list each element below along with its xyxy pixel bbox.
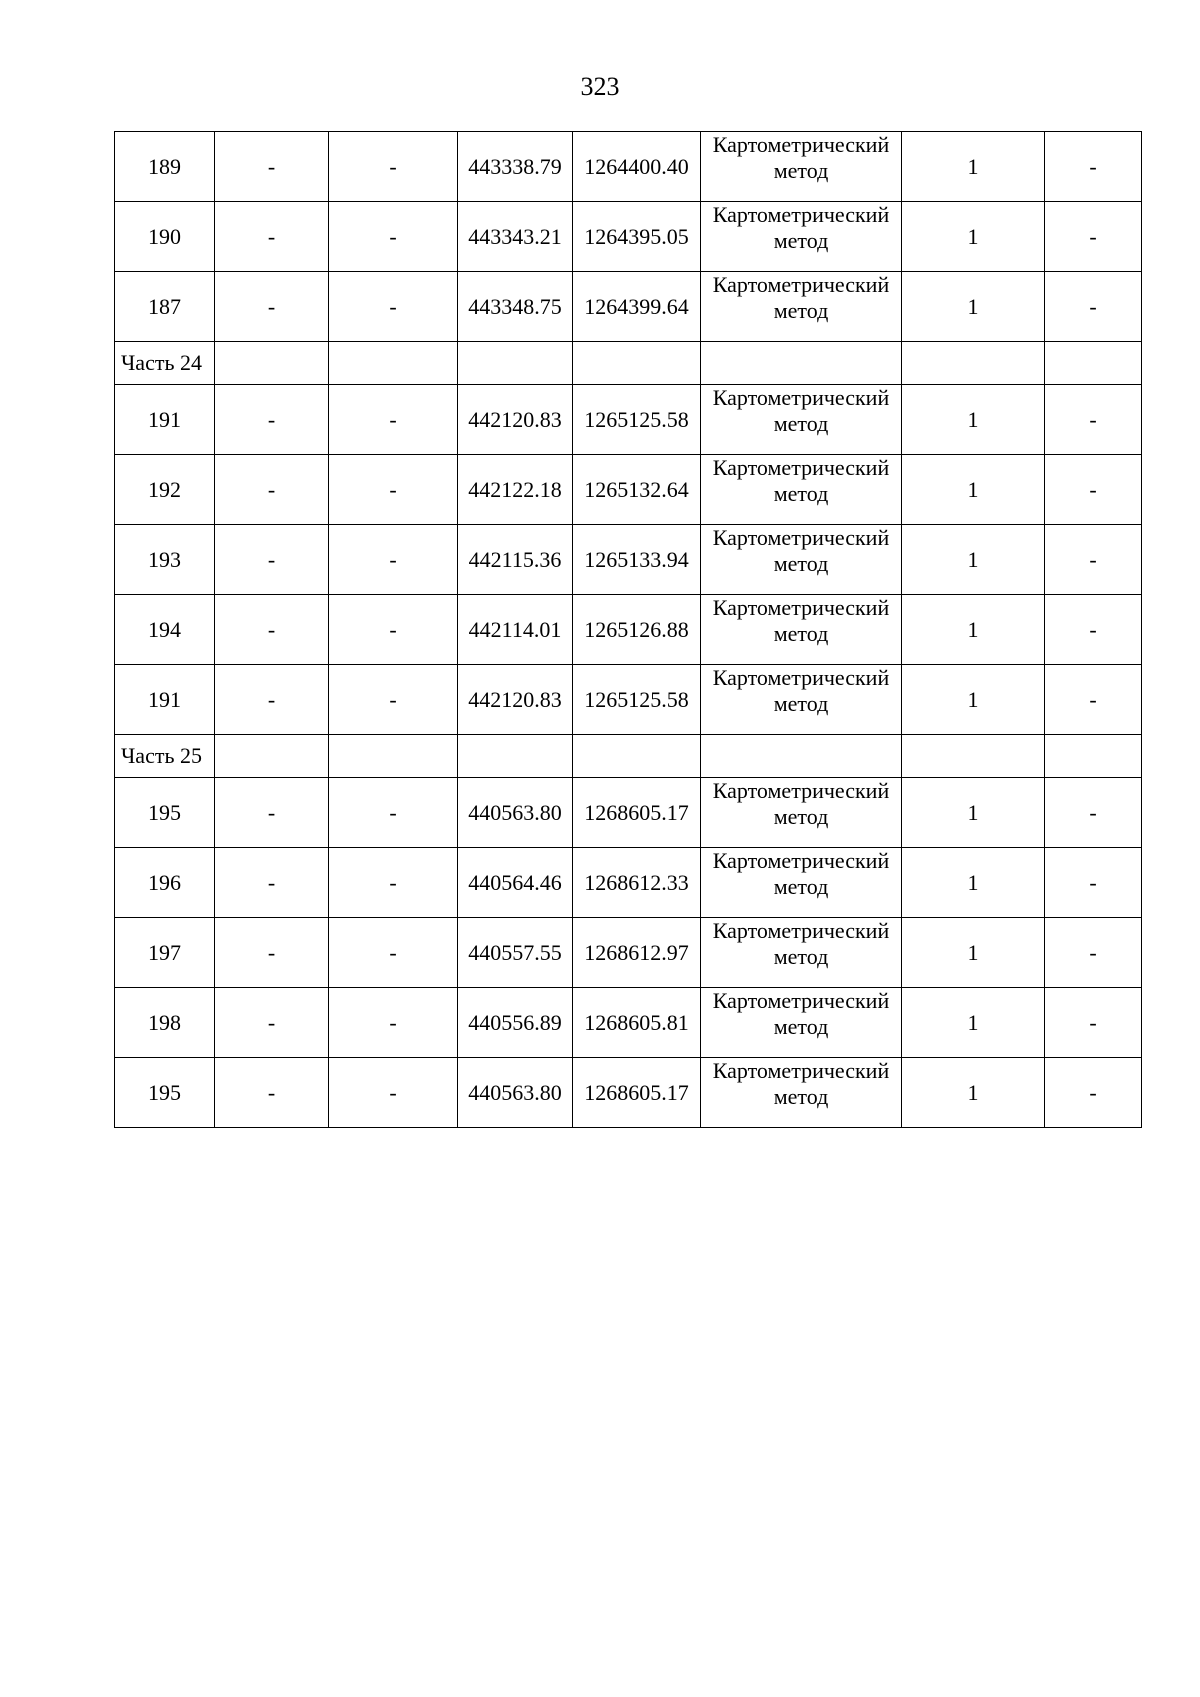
dash-cell: - <box>215 525 329 595</box>
y-coordinate-cell: 1265125.58 <box>573 665 701 735</box>
empty-cell <box>902 735 1045 778</box>
y-coordinate-cell: 1264400.40 <box>573 132 701 202</box>
table-row <box>115 385 1142 455</box>
empty-cell <box>458 342 573 385</box>
point-number-cell: 191 <box>115 665 215 735</box>
empty-cell <box>329 342 458 385</box>
table-row <box>115 1058 1142 1128</box>
point-number-cell: 193 <box>115 525 215 595</box>
method-cell: Картометрический метод <box>701 132 902 202</box>
accuracy-cell: 1 <box>902 918 1045 988</box>
accuracy-cell: 1 <box>902 132 1045 202</box>
empty-cell <box>573 735 701 778</box>
empty-cell <box>701 735 902 778</box>
dash-cell: - <box>215 595 329 665</box>
dash-cell: - <box>1045 132 1142 202</box>
x-coordinate-cell: 443348.75 <box>458 272 573 342</box>
accuracy-cell: 1 <box>902 778 1045 848</box>
table-row <box>115 132 1142 202</box>
empty-cell <box>1045 735 1142 778</box>
dash-cell: - <box>329 202 458 272</box>
method-cell: Картометрический метод <box>701 665 902 735</box>
point-number-cell: 192 <box>115 455 215 525</box>
y-coordinate-cell: 1268612.97 <box>573 918 701 988</box>
dash-cell: - <box>1045 1058 1142 1128</box>
empty-cell <box>701 342 902 385</box>
dash-cell: - <box>1045 385 1142 455</box>
accuracy-cell: 1 <box>902 665 1045 735</box>
y-coordinate-cell: 1265132.64 <box>573 455 701 525</box>
table-row <box>115 665 1142 735</box>
y-coordinate-cell: 1265125.58 <box>573 385 701 455</box>
point-number-cell: 195 <box>115 1058 215 1128</box>
dash-cell: - <box>215 272 329 342</box>
dash-cell: - <box>1045 665 1142 735</box>
method-cell: Картометрический метод <box>701 1058 902 1128</box>
x-coordinate-cell: 442120.83 <box>458 385 573 455</box>
x-coordinate-cell: 442122.18 <box>458 455 573 525</box>
x-coordinate-cell: 440563.80 <box>458 778 573 848</box>
dash-cell: - <box>1045 272 1142 342</box>
coordinates-table-body <box>115 132 1142 1128</box>
dash-cell: - <box>1045 778 1142 848</box>
dash-cell: - <box>215 385 329 455</box>
dash-cell: - <box>329 455 458 525</box>
table-row <box>115 988 1142 1058</box>
accuracy-cell: 1 <box>902 595 1045 665</box>
y-coordinate-cell: 1265126.88 <box>573 595 701 665</box>
x-coordinate-cell: 442120.83 <box>458 665 573 735</box>
empty-cell <box>1045 342 1142 385</box>
dash-cell: - <box>329 1058 458 1128</box>
dash-cell: - <box>329 988 458 1058</box>
dash-cell: - <box>329 918 458 988</box>
part-header-row <box>115 342 1142 385</box>
table-row <box>115 848 1142 918</box>
dash-cell: - <box>329 665 458 735</box>
accuracy-cell: 1 <box>902 988 1045 1058</box>
accuracy-cell: 1 <box>902 1058 1045 1128</box>
method-cell: Картометрический метод <box>701 272 902 342</box>
x-coordinate-cell: 440556.89 <box>458 988 573 1058</box>
x-coordinate-cell: 442114.01 <box>458 595 573 665</box>
dash-cell: - <box>1045 525 1142 595</box>
empty-cell <box>902 342 1045 385</box>
x-coordinate-cell: 440563.80 <box>458 1058 573 1128</box>
point-number-cell: 196 <box>115 848 215 918</box>
point-number-cell: 191 <box>115 385 215 455</box>
method-cell: Картометрический метод <box>701 778 902 848</box>
x-coordinate-cell: 440557.55 <box>458 918 573 988</box>
dash-cell: - <box>1045 918 1142 988</box>
dash-cell: - <box>329 385 458 455</box>
method-cell: Картометрический метод <box>701 988 902 1058</box>
method-cell: Картометрический метод <box>701 455 902 525</box>
table-row <box>115 595 1142 665</box>
point-number-cell: 189 <box>115 132 215 202</box>
accuracy-cell: 1 <box>902 455 1045 525</box>
dash-cell: - <box>215 202 329 272</box>
dash-cell: - <box>1045 455 1142 525</box>
point-number-cell: 190 <box>115 202 215 272</box>
y-coordinate-cell: 1268612.33 <box>573 848 701 918</box>
y-coordinate-cell: 1265133.94 <box>573 525 701 595</box>
method-cell: Картометрический метод <box>701 595 902 665</box>
point-number-cell: 195 <box>115 778 215 848</box>
dash-cell: - <box>1045 202 1142 272</box>
dash-cell: - <box>215 918 329 988</box>
dash-cell: - <box>329 778 458 848</box>
dash-cell: - <box>215 988 329 1058</box>
accuracy-cell: 1 <box>902 385 1045 455</box>
table-row <box>115 272 1142 342</box>
accuracy-cell: 1 <box>902 202 1045 272</box>
dash-cell: - <box>215 778 329 848</box>
y-coordinate-cell: 1268605.81 <box>573 988 701 1058</box>
dash-cell: - <box>329 132 458 202</box>
accuracy-cell: 1 <box>902 848 1045 918</box>
y-coordinate-cell: 1264395.05 <box>573 202 701 272</box>
method-cell: Картометрический метод <box>701 385 902 455</box>
coordinates-table <box>114 131 1142 1128</box>
dash-cell: - <box>215 455 329 525</box>
x-coordinate-cell: 443343.21 <box>458 202 573 272</box>
point-number-cell: 198 <box>115 988 215 1058</box>
part-label: Часть 24 <box>115 342 215 385</box>
point-number-cell: 197 <box>115 918 215 988</box>
method-cell: Картометрический метод <box>701 202 902 272</box>
table-row <box>115 202 1142 272</box>
dash-cell: - <box>1045 595 1142 665</box>
part-label: Часть 25 <box>115 735 215 778</box>
y-coordinate-cell: 1268605.17 <box>573 1058 701 1128</box>
y-coordinate-cell: 1264399.64 <box>573 272 701 342</box>
table-row <box>115 778 1142 848</box>
x-coordinate-cell: 440564.46 <box>458 848 573 918</box>
accuracy-cell: 1 <box>902 272 1045 342</box>
page-number: 323 <box>580 72 620 101</box>
dash-cell: - <box>215 848 329 918</box>
dash-cell: - <box>329 595 458 665</box>
dash-cell: - <box>329 848 458 918</box>
part-header-row <box>115 735 1142 778</box>
accuracy-cell: 1 <box>902 525 1045 595</box>
empty-cell <box>458 735 573 778</box>
empty-cell <box>329 735 458 778</box>
point-number-cell: 194 <box>115 595 215 665</box>
method-cell: Картометрический метод <box>701 848 902 918</box>
table-row <box>115 525 1142 595</box>
method-cell: Картометрический метод <box>701 525 902 595</box>
dash-cell: - <box>1045 988 1142 1058</box>
empty-cell <box>215 342 329 385</box>
dash-cell: - <box>215 1058 329 1128</box>
point-number-cell: 187 <box>115 272 215 342</box>
dash-cell: - <box>215 132 329 202</box>
dash-cell: - <box>329 272 458 342</box>
method-cell: Картометрический метод <box>701 918 902 988</box>
dash-cell: - <box>1045 848 1142 918</box>
dash-cell: - <box>329 525 458 595</box>
x-coordinate-cell: 443338.79 <box>458 132 573 202</box>
empty-cell <box>573 342 701 385</box>
table-row <box>115 918 1142 988</box>
x-coordinate-cell: 442115.36 <box>458 525 573 595</box>
y-coordinate-cell: 1268605.17 <box>573 778 701 848</box>
dash-cell: - <box>215 665 329 735</box>
table-row <box>115 455 1142 525</box>
empty-cell <box>215 735 329 778</box>
